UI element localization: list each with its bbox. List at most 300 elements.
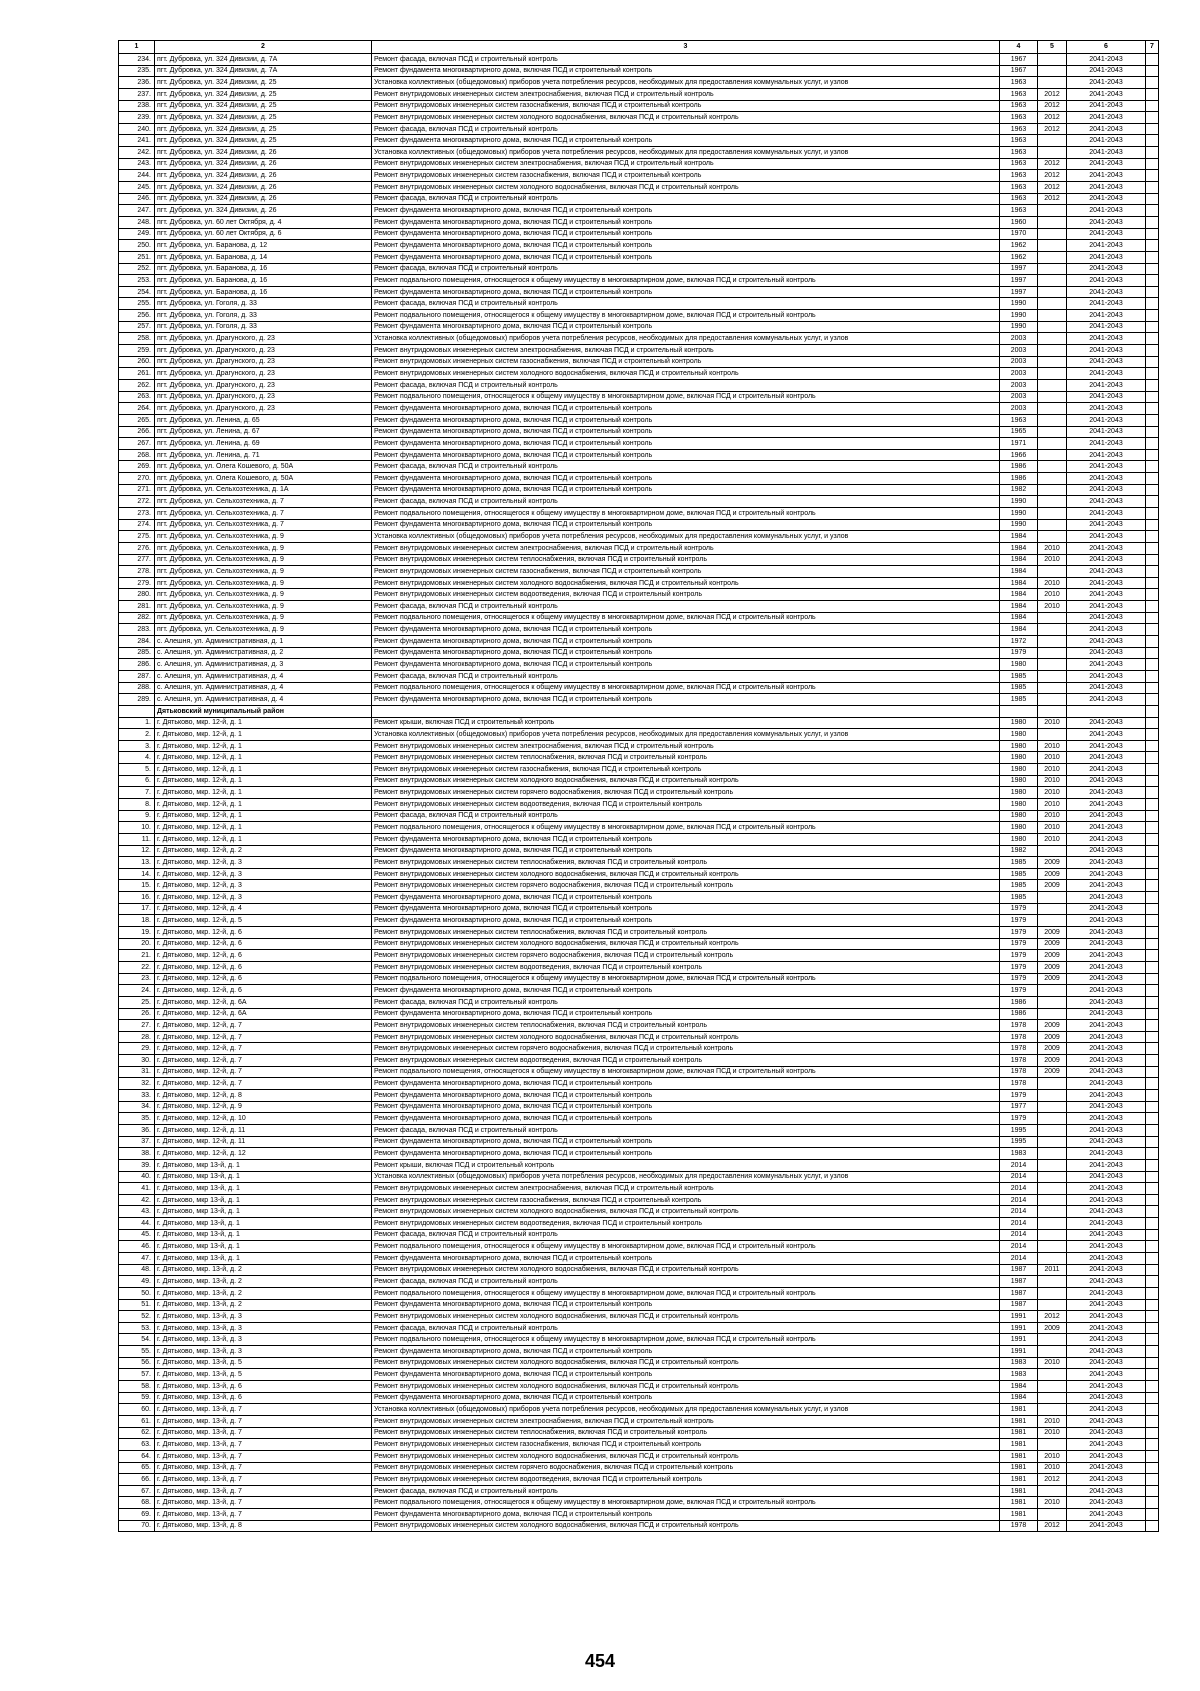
year-built-cell: 1965 [1000, 426, 1038, 438]
year-built-cell: 2003 [1000, 391, 1038, 403]
table-row [119, 1462, 1159, 1474]
year-built-cell: 1979 [1000, 647, 1038, 659]
section-header-empty-cell [372, 705, 1000, 717]
address-cell: пгт. Дубровка, ул. 60 лет Октября, д. 4 [155, 216, 372, 228]
empty-cell [1146, 1136, 1159, 1148]
table-row [119, 182, 1159, 194]
year-built-cell: 1978 [1000, 1520, 1038, 1532]
work-type-cell: Ремонт внутридомовых инженерных систем электроснабжения, включая ПСД и строительный контроль [372, 542, 1000, 554]
work-type-cell: Ремонт внутридомовых инженерных систем теплоснабжения, включая ПСД и строительный контроль [372, 1427, 1000, 1439]
table-row [119, 810, 1159, 822]
planned-period-cell: 2041-2043 [1067, 601, 1146, 613]
header-col-4: 4 [1000, 41, 1038, 54]
planned-period-cell: 2041-2043 [1067, 1369, 1146, 1381]
empty-cell [1146, 787, 1159, 799]
year-built-cell: 1980 [1000, 775, 1038, 787]
row-number-cell: 284. [119, 636, 155, 648]
empty-cell [1146, 729, 1159, 741]
planned-period-cell: 2041-2043 [1067, 345, 1146, 357]
empty-cell [1146, 216, 1159, 228]
last-repair-year-cell [1038, 414, 1067, 426]
year-built-cell: 1985 [1000, 682, 1038, 694]
table-row [119, 1183, 1159, 1195]
row-number-cell: 237. [119, 88, 155, 100]
section-header-row [119, 705, 1159, 717]
planned-period-cell: 2041-2043 [1067, 228, 1146, 240]
empty-cell [1146, 694, 1159, 706]
work-type-cell: Ремонт фундамента многоквартирного дома, включая ПСД и строительный контроль [372, 892, 1000, 904]
planned-period-cell: 2041-2043 [1067, 1311, 1146, 1323]
work-type-cell: Ремонт фундамента многоквартирного дома, включая ПСД и строительный контроль [372, 426, 1000, 438]
year-built-cell: 1984 [1000, 566, 1038, 578]
empty-cell [1146, 240, 1159, 252]
table-row [119, 1287, 1159, 1299]
address-cell: г. Дятьково, мкр 13-й, д. 1 [155, 1159, 372, 1171]
work-type-cell: Установка коллективных (общедомовых) приборов учета потребления ресурсов, необходимых для предоставления коммунальных услуг, и узлов [372, 531, 1000, 543]
empty-cell [1146, 1183, 1159, 1195]
last-repair-year-cell [1038, 1113, 1067, 1125]
last-repair-year-cell [1038, 1194, 1067, 1206]
last-repair-year-cell [1038, 1136, 1067, 1148]
last-repair-year-cell [1038, 449, 1067, 461]
last-repair-year-cell [1038, 275, 1067, 287]
header-col-3: 3 [372, 41, 1000, 54]
table-row [119, 1241, 1159, 1253]
address-cell: пгт. Дубровка, ул. 324 Дивизии, д. 26 [155, 182, 372, 194]
work-type-cell: Ремонт фасада, включая ПСД и строительный контроль [372, 1276, 1000, 1288]
year-built-cell: 1987 [1000, 1276, 1038, 1288]
row-number-cell: 236. [119, 77, 155, 89]
address-cell: пгт. Дубровка, ул. Драгунского, д. 23 [155, 333, 372, 345]
planned-period-cell: 2041-2043 [1067, 251, 1146, 263]
header-col-2: 2 [155, 41, 372, 54]
work-type-cell: Ремонт фасада, включая ПСД и строительный контроль [372, 123, 1000, 135]
last-repair-year-cell: 2009 [1038, 1055, 1067, 1067]
year-built-cell: 1983 [1000, 1369, 1038, 1381]
planned-period-cell: 2041-2043 [1067, 1334, 1146, 1346]
empty-cell [1146, 531, 1159, 543]
empty-cell [1146, 845, 1159, 857]
year-built-cell: 1984 [1000, 601, 1038, 613]
year-built-cell: 1980 [1000, 822, 1038, 834]
table-row [119, 740, 1159, 752]
empty-cell [1146, 403, 1159, 415]
work-type-cell: Ремонт внутридомовых инженерных систем электроснабжения, включая ПСД и строительный контроль [372, 88, 1000, 100]
empty-cell [1146, 647, 1159, 659]
empty-cell [1146, 892, 1159, 904]
last-repair-year-cell [1038, 1439, 1067, 1451]
row-number-cell: 250. [119, 240, 155, 252]
work-type-cell: Ремонт внутридомовых инженерных систем электроснабжения, включая ПСД и строительный контроль [372, 1415, 1000, 1427]
table-row [119, 1194, 1159, 1206]
planned-period-cell: 2041-2043 [1067, 1427, 1146, 1439]
work-type-cell: Ремонт фундамента многоквартирного дома, включая ПСД и строительный контроль [372, 1299, 1000, 1311]
last-repair-year-cell [1038, 903, 1067, 915]
empty-cell [1146, 1043, 1159, 1055]
work-type-cell: Ремонт подвального помещения, относящегося к общему имуществу в многоквартирном доме, включая ПСД и строительный контроль [372, 310, 1000, 322]
row-number-cell: 2. [119, 729, 155, 741]
year-built-cell: 1963 [1000, 205, 1038, 217]
planned-period-cell: 2041-2043 [1067, 135, 1146, 147]
planned-period-cell: 2041-2043 [1067, 775, 1146, 787]
empty-cell [1146, 368, 1159, 380]
table-row [119, 531, 1159, 543]
table-row [119, 216, 1159, 228]
planned-period-cell: 2041-2043 [1067, 624, 1146, 636]
table-row [119, 670, 1159, 682]
year-built-cell: 1986 [1000, 461, 1038, 473]
year-built-cell: 1981 [1000, 1485, 1038, 1497]
table-row [119, 566, 1159, 578]
row-number-cell: 25. [119, 996, 155, 1008]
address-cell: пгт. Дубровка, ул. Гоголя, д. 33 [155, 310, 372, 322]
planned-period-cell: 2041-2043 [1067, 1218, 1146, 1230]
planned-period-cell: 2041-2043 [1067, 356, 1146, 368]
row-number-cell: 62. [119, 1427, 155, 1439]
table-row [119, 1334, 1159, 1346]
address-cell: г. Дятьково, мкр. 12-й, д. 10 [155, 1113, 372, 1125]
row-number-cell: 285. [119, 647, 155, 659]
empty-cell [1146, 1171, 1159, 1183]
planned-period-cell: 2041-2043 [1067, 636, 1146, 648]
row-number-cell: 280. [119, 589, 155, 601]
work-type-cell: Ремонт подвального помещения, относящегося к общему имуществу в многоквартирном доме, включая ПСД и строительный контроль [372, 1334, 1000, 1346]
table-row [119, 1322, 1159, 1334]
address-cell: пгт. Дубровка, ул. Сельхозтехника, д. 9 [155, 612, 372, 624]
row-number-cell: 275. [119, 531, 155, 543]
table-row [119, 298, 1159, 310]
work-type-cell: Ремонт внутридомовых инженерных систем холодного водоснабжения, включая ПСД и строительный контроль [372, 1031, 1000, 1043]
planned-period-cell: 2041-2043 [1067, 368, 1146, 380]
planned-period-cell: 2041-2043 [1067, 54, 1146, 66]
empty-cell [1146, 717, 1159, 729]
year-built-cell: 2014 [1000, 1171, 1038, 1183]
address-cell: г. Дятьково, мкр. 12-й, д. 6А [155, 996, 372, 1008]
year-built-cell: 1963 [1000, 182, 1038, 194]
row-number-cell: 274. [119, 519, 155, 531]
last-repair-year-cell [1038, 251, 1067, 263]
work-type-cell: Ремонт внутридомовых инженерных систем холодного водоснабжения, включая ПСД и строительный контроль [372, 1357, 1000, 1369]
address-cell: пгт. Дубровка, ул. Баранова, д. 16 [155, 275, 372, 287]
work-type-cell: Ремонт фундамента многоквартирного дома, включая ПСД и строительный контроль [372, 205, 1000, 217]
planned-period-cell: 2041-2043 [1067, 496, 1146, 508]
last-repair-year-cell [1038, 298, 1067, 310]
planned-period-cell: 2041-2043 [1067, 845, 1146, 857]
table-row [119, 473, 1159, 485]
planned-period-cell: 2041-2043 [1067, 589, 1146, 601]
planned-period-cell: 2041-2043 [1067, 507, 1146, 519]
last-repair-year-cell: 2012 [1038, 158, 1067, 170]
table-row [119, 1346, 1159, 1358]
empty-cell [1146, 624, 1159, 636]
table-row [119, 1008, 1159, 1020]
year-built-cell: 1986 [1000, 1008, 1038, 1020]
year-built-cell: 1979 [1000, 1113, 1038, 1125]
last-repair-year-cell [1038, 647, 1067, 659]
row-number-cell: 249. [119, 228, 155, 240]
planned-period-cell: 2041-2043 [1067, 1206, 1146, 1218]
year-built-cell: 1984 [1000, 589, 1038, 601]
empty-cell [1146, 682, 1159, 694]
work-type-cell: Ремонт фундамента многоквартирного дома, включая ПСД и строительный контроль [372, 1101, 1000, 1113]
year-built-cell: 1979 [1000, 1090, 1038, 1102]
last-repair-year-cell: 2012 [1038, 170, 1067, 182]
last-repair-year-cell: 2010 [1038, 1497, 1067, 1509]
empty-cell [1146, 764, 1159, 776]
work-type-cell: Ремонт подвального помещения, относящегося к общему имуществу в многоквартирном доме, включая ПСД и строительный контроль [372, 973, 1000, 985]
year-built-cell: 1962 [1000, 240, 1038, 252]
table-row [119, 1113, 1159, 1125]
table-row [119, 880, 1159, 892]
row-number-cell: 244. [119, 170, 155, 182]
table-row [119, 636, 1159, 648]
work-type-cell: Ремонт фундамента многоквартирного дома, включая ПСД и строительный контроль [372, 903, 1000, 915]
empty-cell [1146, 135, 1159, 147]
last-repair-year-cell: 2010 [1038, 589, 1067, 601]
empty-cell [1146, 426, 1159, 438]
section-header-empty-cell [1000, 705, 1038, 717]
row-number-cell: 68. [119, 1497, 155, 1509]
address-cell: пгт. Дубровка, ул. 324 Дивизии, д. 26 [155, 147, 372, 159]
empty-cell [1146, 379, 1159, 391]
row-number-cell: 35. [119, 1113, 155, 1125]
last-repair-year-cell [1038, 438, 1067, 450]
work-type-cell: Установка коллективных (общедомовых) приборов учета потребления ресурсов, необходимых для предоставления коммунальных услуг, и узлов [372, 77, 1000, 89]
work-type-cell: Ремонт фасада, включая ПСД и строительный контроль [372, 298, 1000, 310]
address-cell: г. Дятьково, мкр. 12-й, д. 5 [155, 915, 372, 927]
last-repair-year-cell [1038, 892, 1067, 904]
row-number-cell: 43. [119, 1206, 155, 1218]
last-repair-year-cell [1038, 670, 1067, 682]
row-number-cell: 33. [119, 1090, 155, 1102]
work-type-cell: Ремонт фасада, включая ПСД и строительный контроль [372, 1485, 1000, 1497]
address-cell: пгт. Дубровка, ул. Драгунского, д. 23 [155, 391, 372, 403]
last-repair-year-cell: 2010 [1038, 1415, 1067, 1427]
year-built-cell: 1997 [1000, 286, 1038, 298]
empty-cell [1146, 112, 1159, 124]
work-type-cell: Ремонт фундамента многоквартирного дома, включая ПСД и строительный контроль [372, 694, 1000, 706]
empty-cell [1146, 1008, 1159, 1020]
year-built-cell: 1984 [1000, 531, 1038, 543]
table-row [119, 228, 1159, 240]
last-repair-year-cell: 2009 [1038, 973, 1067, 985]
empty-cell [1146, 903, 1159, 915]
planned-period-cell: 2041-2043 [1067, 1404, 1146, 1416]
empty-cell [1146, 938, 1159, 950]
table-row [119, 461, 1159, 473]
work-type-cell: Ремонт подвального помещения, относящегося к общему имуществу в многоквартирном доме, включая ПСД и строительный контроль [372, 1497, 1000, 1509]
table-body-section-a [119, 54, 1159, 706]
planned-period-cell: 2041-2043 [1067, 438, 1146, 450]
planned-period-cell: 2041-2043 [1067, 77, 1146, 89]
address-cell: пгт. Дубровка, ул. Сельхозтехника, д. 9 [155, 601, 372, 613]
address-cell: г. Дятьково, мкр. 12-й, д. 1 [155, 787, 372, 799]
planned-period-cell: 2041-2043 [1067, 1462, 1146, 1474]
table-row [119, 205, 1159, 217]
planned-period-cell: 2041-2043 [1067, 403, 1146, 415]
planned-period-cell: 2041-2043 [1067, 182, 1146, 194]
planned-period-cell: 2041-2043 [1067, 1171, 1146, 1183]
year-built-cell: 2014 [1000, 1194, 1038, 1206]
last-repair-year-cell [1038, 321, 1067, 333]
table-row [119, 1439, 1159, 1451]
table-row [119, 1299, 1159, 1311]
row-number-cell: 243. [119, 158, 155, 170]
year-built-cell: 1990 [1000, 321, 1038, 333]
last-repair-year-cell: 2010 [1038, 822, 1067, 834]
last-repair-year-cell [1038, 379, 1067, 391]
address-cell: г. Дятьково, мкр 13-й, д. 1 [155, 1241, 372, 1253]
work-type-cell: Ремонт внутридомовых инженерных систем водоотведения, включая ПСД и строительный контроль [372, 961, 1000, 973]
work-type-cell: Ремонт фундамента многоквартирного дома, включая ПСД и строительный контроль [372, 449, 1000, 461]
row-number-cell: 254. [119, 286, 155, 298]
year-built-cell: 1970 [1000, 228, 1038, 240]
empty-cell [1146, 1090, 1159, 1102]
row-number-cell: 269. [119, 461, 155, 473]
empty-cell [1146, 286, 1159, 298]
row-number-cell: 51. [119, 1299, 155, 1311]
work-type-cell: Ремонт внутридомовых инженерных систем водоотведения, включая ПСД и строительный контроль [372, 1474, 1000, 1486]
table-row [119, 1311, 1159, 1323]
row-number-cell: 282. [119, 612, 155, 624]
empty-cell [1146, 833, 1159, 845]
year-built-cell: 1977 [1000, 1101, 1038, 1113]
table-row [119, 112, 1159, 124]
address-cell: г. Дятьково, мкр. 13-й, д. 7 [155, 1509, 372, 1521]
address-cell: г. Дятьково, мкр. 12-й, д. 12 [155, 1148, 372, 1160]
year-built-cell: 1980 [1000, 810, 1038, 822]
work-type-cell: Ремонт подвального помещения, относящегося к общему имуществу в многоквартирном доме, включая ПСД и строительный контроль [372, 1066, 1000, 1078]
address-cell: г. Дятьково, мкр. 12-й, д. 6 [155, 950, 372, 962]
row-number-cell: 263. [119, 391, 155, 403]
address-cell: г. Дятьково, мкр. 13-й, д. 8 [155, 1520, 372, 1532]
empty-cell [1146, 612, 1159, 624]
empty-cell [1146, 1101, 1159, 1113]
last-repair-year-cell [1038, 1206, 1067, 1218]
address-cell: г. Дятьково, мкр. 12-й, д. 1 [155, 799, 372, 811]
last-repair-year-cell [1038, 1008, 1067, 1020]
work-type-cell: Ремонт фундамента многоквартирного дома, включая ПСД и строительный контроль [372, 1252, 1000, 1264]
work-type-cell: Ремонт внутридомовых инженерных систем горячего водоснабжения, включая ПСД и строительный контроль [372, 950, 1000, 962]
work-type-cell: Ремонт фундамента многоквартирного дома, включая ПСД и строительный контроль [372, 845, 1000, 857]
work-type-cell: Ремонт внутридомовых инженерных систем теплоснабжения, включая ПСД и строительный контроль [372, 554, 1000, 566]
year-built-cell: 1987 [1000, 1287, 1038, 1299]
year-built-cell: 1963 [1000, 170, 1038, 182]
work-type-cell: Ремонт фундамента многоквартирного дома, включая ПСД и строительный контроль [372, 65, 1000, 77]
empty-cell [1146, 554, 1159, 566]
table-row [119, 787, 1159, 799]
row-number-cell: 258. [119, 333, 155, 345]
work-type-cell: Ремонт фасада, включая ПСД и строительный контроль [372, 193, 1000, 205]
row-number-cell: 29. [119, 1043, 155, 1055]
table-row [119, 1415, 1159, 1427]
planned-period-cell: 2041-2043 [1067, 1264, 1146, 1276]
address-cell: г. Дятьково, мкр. 12-й, д. 7 [155, 1043, 372, 1055]
row-number-cell: 16. [119, 892, 155, 904]
empty-cell [1146, 356, 1159, 368]
work-type-cell: Ремонт подвального помещения, относящегося к общему имуществу в многоквартирном доме, включая ПСД и строительный контроль [372, 1287, 1000, 1299]
empty-cell [1146, 519, 1159, 531]
planned-period-cell: 2041-2043 [1067, 1148, 1146, 1160]
address-cell: г. Дятьково, мкр. 12-й, д. 4 [155, 903, 372, 915]
work-type-cell: Ремонт внутридомовых инженерных систем горячего водоснабжения, включая ПСД и строительный контроль [372, 880, 1000, 892]
empty-cell [1146, 1287, 1159, 1299]
table-row [119, 985, 1159, 997]
planned-period-cell: 2041-2043 [1067, 1020, 1146, 1032]
row-number-cell: 59. [119, 1392, 155, 1404]
address-cell: г. Дятьково, мкр. 13-й, д. 7 [155, 1450, 372, 1462]
year-built-cell: 1980 [1000, 764, 1038, 776]
address-cell: г. Дятьково, мкр. 13-й, д. 7 [155, 1497, 372, 1509]
row-number-cell: 67. [119, 1485, 155, 1497]
last-repair-year-cell [1038, 403, 1067, 415]
year-built-cell: 2014 [1000, 1159, 1038, 1171]
work-type-cell: Ремонт внутридомовых инженерных систем холодного водоснабжения, включая ПСД и строительный контроль [372, 775, 1000, 787]
last-repair-year-cell: 2012 [1038, 88, 1067, 100]
table-row [119, 496, 1159, 508]
work-type-cell: Ремонт фундамента многоквартирного дома, включая ПСД и строительный контроль [372, 438, 1000, 450]
year-built-cell: 2014 [1000, 1252, 1038, 1264]
work-type-cell: Ремонт фундамента многоквартирного дома, включая ПСД и строительный контроль [372, 1369, 1000, 1381]
last-repair-year-cell: 2012 [1038, 193, 1067, 205]
table-row [119, 345, 1159, 357]
planned-period-cell: 2041-2043 [1067, 88, 1146, 100]
section-header-empty-cell [1067, 705, 1146, 717]
year-built-cell: 1991 [1000, 1322, 1038, 1334]
address-cell: пгт. Дубровка, ул. 324 Дивизии, д. 26 [155, 158, 372, 170]
table-row [119, 484, 1159, 496]
empty-cell [1146, 1520, 1159, 1532]
work-type-cell: Ремонт фундамента многоквартирного дома, включая ПСД и строительный контроль [372, 1113, 1000, 1125]
empty-cell [1146, 1124, 1159, 1136]
table-row [119, 356, 1159, 368]
year-built-cell: 1980 [1000, 717, 1038, 729]
row-number-cell: 245. [119, 182, 155, 194]
empty-cell [1146, 298, 1159, 310]
work-type-cell: Ремонт внутридомовых инженерных систем газоснабжения, включая ПСД и строительный контроль [372, 1439, 1000, 1451]
work-type-cell: Ремонт фасада, включая ПСД и строительный контроль [372, 379, 1000, 391]
row-number-cell: 19. [119, 927, 155, 939]
table-row [119, 54, 1159, 66]
address-cell: г. Дятьково, мкр 13-й, д. 1 [155, 1206, 372, 1218]
table-row [119, 903, 1159, 915]
planned-period-cell: 2041-2043 [1067, 1299, 1146, 1311]
address-cell: пгт. Дубровка, ул. Сельхозтехника, д. 9 [155, 577, 372, 589]
empty-cell [1146, 1322, 1159, 1334]
table-row [119, 612, 1159, 624]
year-built-cell: 1997 [1000, 263, 1038, 275]
planned-period-cell: 2041-2043 [1067, 973, 1146, 985]
table-row [119, 950, 1159, 962]
year-built-cell: 2003 [1000, 333, 1038, 345]
last-repair-year-cell [1038, 659, 1067, 671]
work-type-cell: Ремонт фундамента многоквартирного дома, включая ПСД и строительный контроль [372, 1509, 1000, 1521]
empty-cell [1146, 414, 1159, 426]
table-row [119, 426, 1159, 438]
work-type-cell: Ремонт внутридомовых инженерных систем холодного водоснабжения, включая ПСД и строительный контроль [372, 1520, 1000, 1532]
work-type-cell: Ремонт фасада, включая ПСД и строительный контроль [372, 1229, 1000, 1241]
work-type-cell: Ремонт внутридомовых инженерных систем электроснабжения, включая ПСД и строительный контроль [372, 740, 1000, 752]
year-built-cell: 1984 [1000, 1392, 1038, 1404]
empty-cell [1146, 1357, 1159, 1369]
year-built-cell: 1986 [1000, 996, 1038, 1008]
address-cell: пгт. Дубровка, ул. Сельхозтехника, д. 9 [155, 531, 372, 543]
address-cell: пгт. Дубровка, ул. 324 Дивизии, д. 25 [155, 77, 372, 89]
address-cell: г. Дятьково, мкр. 12-й, д. 1 [155, 740, 372, 752]
last-repair-year-cell [1038, 356, 1067, 368]
planned-period-cell: 2041-2043 [1067, 205, 1146, 217]
planned-period-cell: 2041-2043 [1067, 286, 1146, 298]
